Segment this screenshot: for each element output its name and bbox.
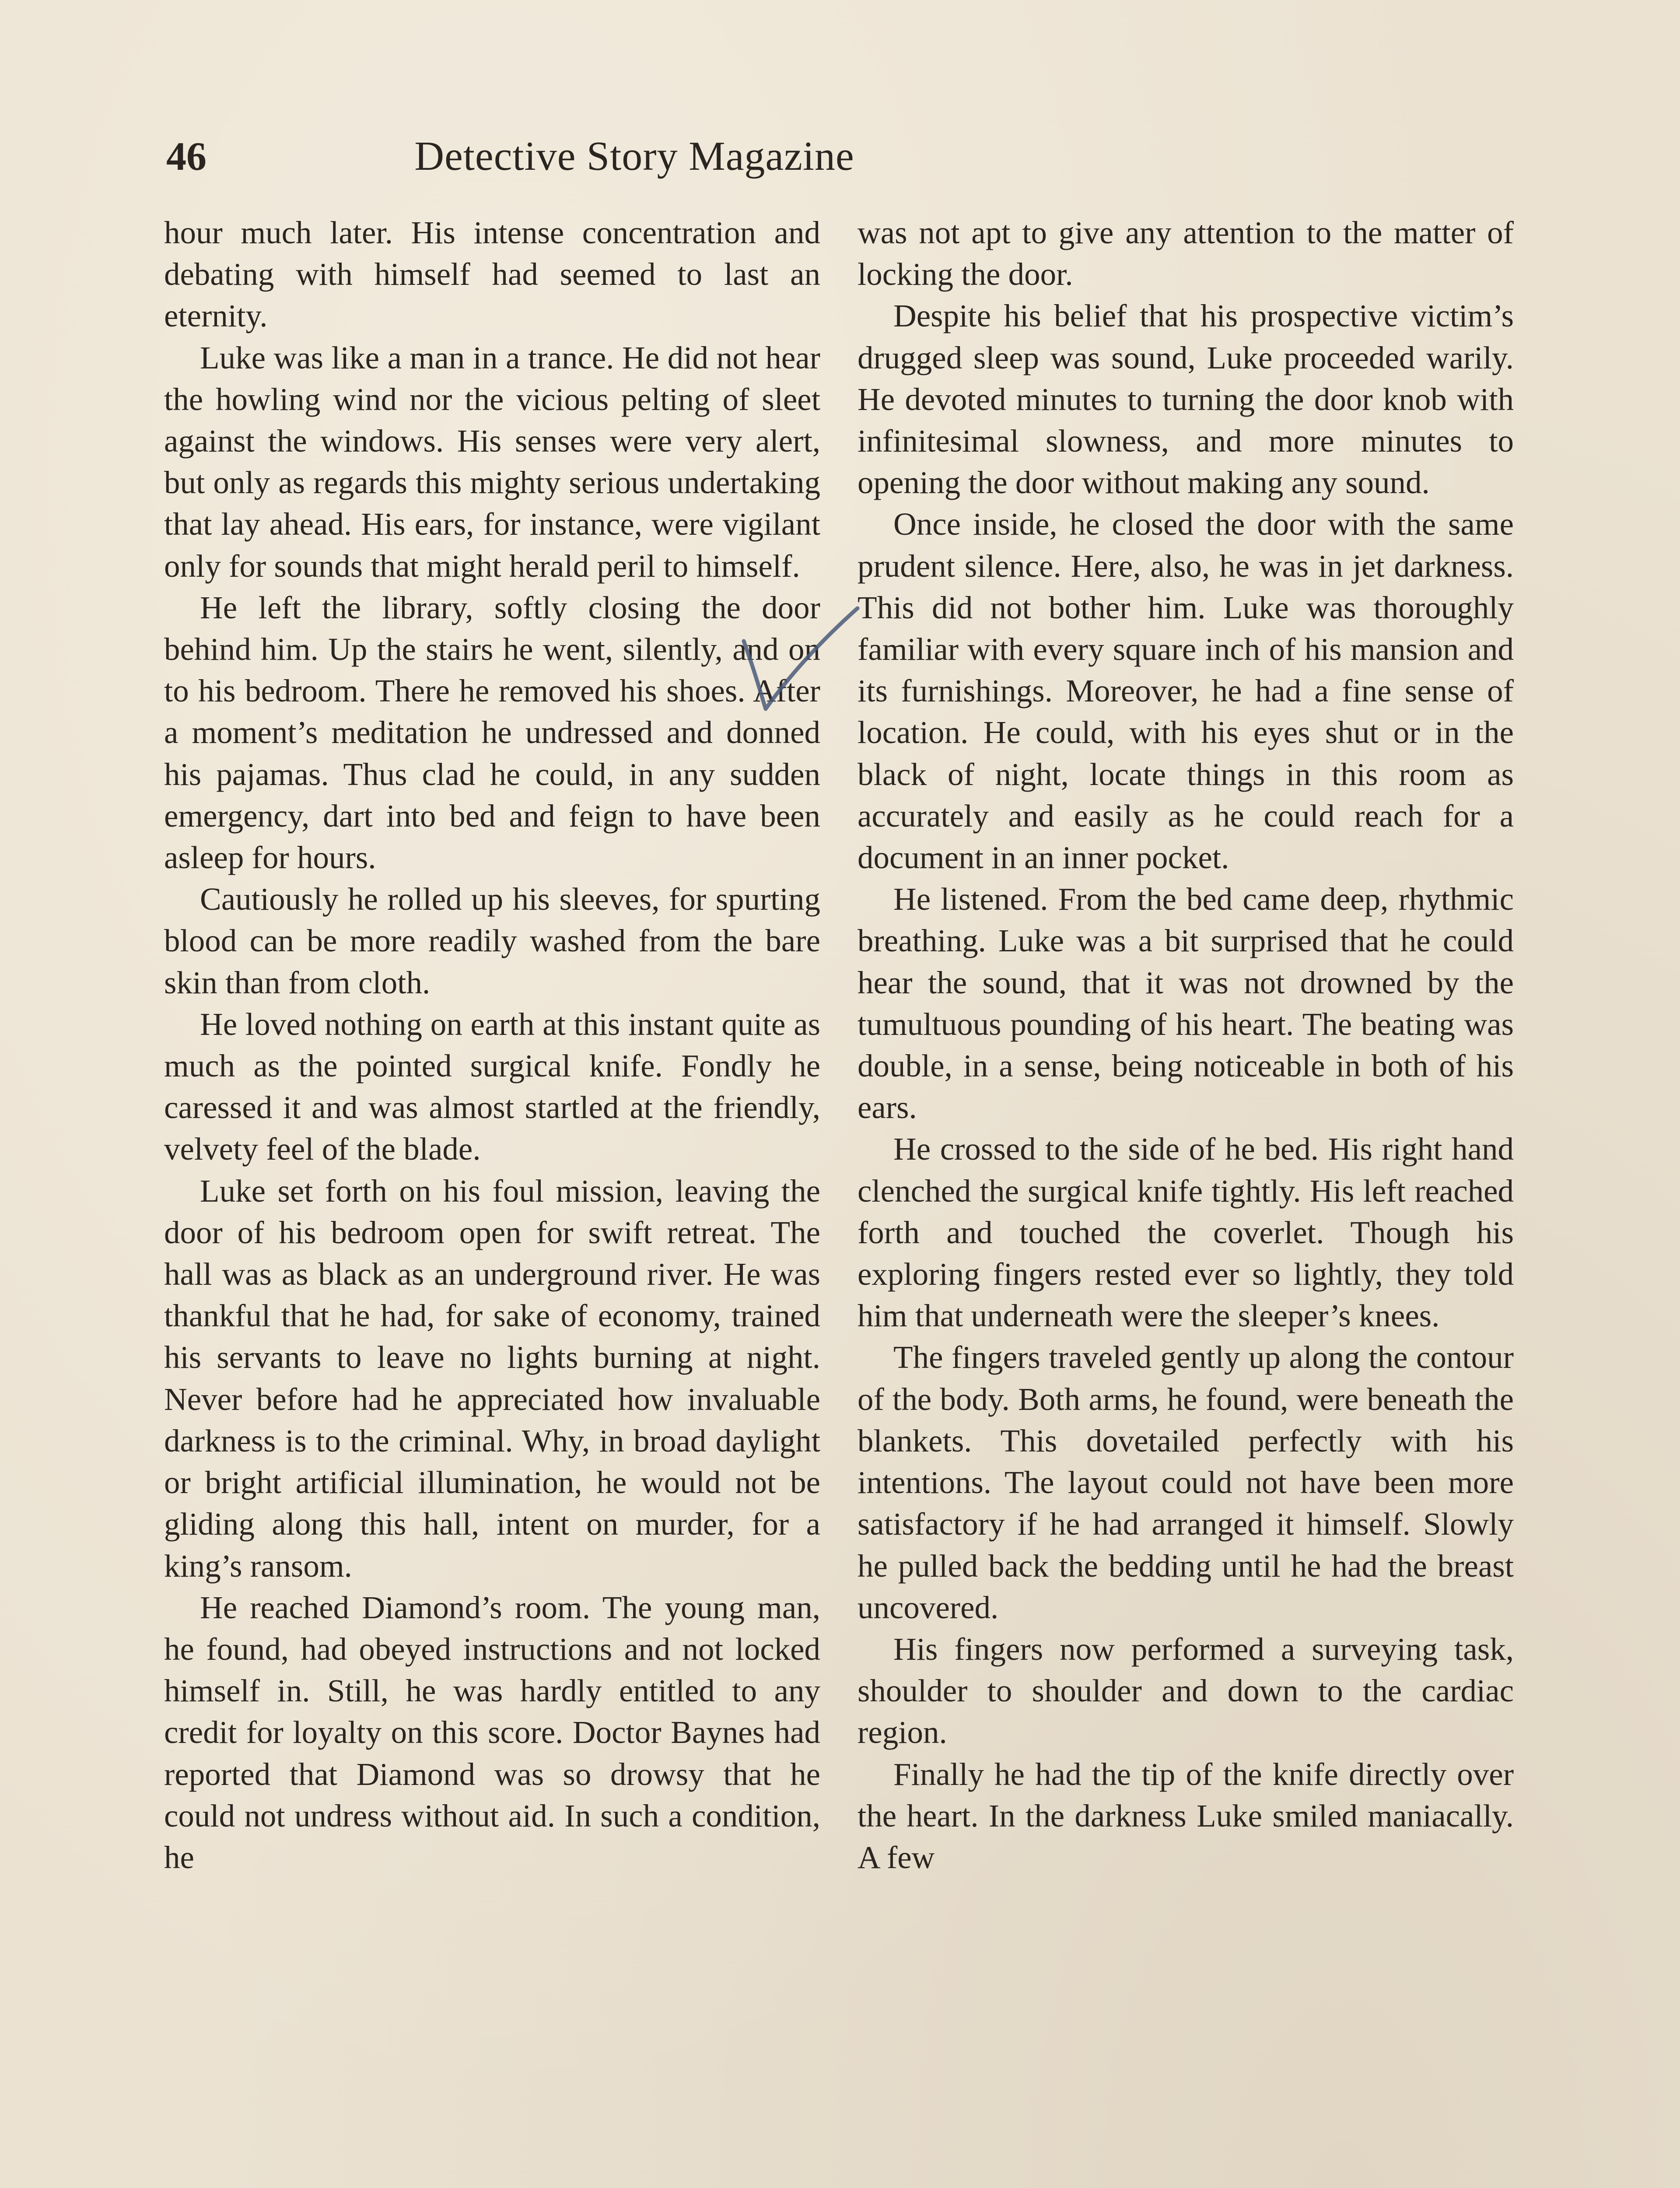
paragraph: Despite his belief that his prospective victim’s drugged sleep was sound, Luke proceeded warily. He devoted minutes to turning the door knob with infinitesimal slowness, and more minutes to opening the door without making any sound. [858,298,1514,501]
paragraph: He listened. From the bed came deep, rhythmic breathing. Luke was a bit surprised that he could hear the sound, that it was not drowned by the tumultuous pounding of his heart. The beating was double, in a sense, being noticeable in both of his ears. [858,881,1514,1126]
paragraph: He reached Diamond’s room. The young man, he found, had obeyed instructions and not locked himself in. Still, he was hardly entitled to any credit for loyalty on this score. Doctor Baynes had reported that Diamond was so drowsy that he could not undress without aid. In such a condition, he [164,1589,820,1875]
paragraph: He left the library, softly closing the door behind him. Up the stairs he went, silently, and on to his bedroom. There he removed his shoes. After a moment’s meditation he undressed and donned his pajamas. Thus clad he could, in any sudden emergency, dart into bed and feign to have been asleep for hours. [164,589,820,876]
paragraph: Once inside, he closed the door with the same prudent silence. Here, also, he was in jet darkness. This did not bother him. Luke was thoroughly familiar with every square inch of his mansion and its furnishings. Moreover, he had a fine sense of location. He could, with his eyes shut or in the black of night, locate things in this room as accurately and easily as he could reach for a document in an inner pocket. [858,506,1514,876]
magazine-title: Detective Story Magazine [414,133,854,179]
pencil-check-mark-icon [735,600,866,731]
paragraph: Luke set forth on his foul mission, leaving the door of his bedroom open for swift retreat. The hall was as black as an underground river. He was thankful that he had, for sake of economy, trained his servants to leave no lights burning at night. Never before had he appreciated how invaluable darkness is to the criminal. Why, in broad daylight or bright artificial illumination, he would not be gliding along this hall, intent on murder, for a king’s ransom. [164,1173,820,1584]
paragraph: His fingers now performed a surveying task, shoulder to shoulder and down to the cardiac region. [858,1631,1514,1750]
right-column [858,212,1514,1878]
paragraph: Luke was like a man in a trance. He did not hear the howling wind nor the vicious pelting of sleet against the windows. His senses were very alert, but only as regards this mighty serious undertaking that lay ahead. His ears, for instance, were vigilant only for sounds that might herald peril to himself. [164,340,820,584]
page-header [166,123,1102,189]
paragraph: was not apt to give any attention to the matter of locking the door. [858,215,1514,292]
paragraph: hour much later. His intense concentration and debating with himself had seemed to last an eternity. [164,215,820,334]
paragraph: He crossed to the side of he bed. His right hand clenched the surgical knife tightly. His left reached forth and touched the coverlet. Though his exploring fingers rested ever so lightly, they told him that underneath were the sleeper’s knees. [858,1131,1514,1334]
paragraph: Cautiously he rolled up his sleeves, for spurting blood can be more readily washed from the bare skin than from cloth. [164,881,820,1000]
paragraph: He loved nothing on earth at this instant quite as much as the pointed surgical knife. Fondly he caressed it and was almost startled at the friendly, velvety feel of the blade. [164,1006,820,1167]
paragraph: Finally he had the tip of the knife directly over the heart. In the darkness Luke smiled maniacally. A few [858,1756,1514,1875]
page-number: 46 [166,134,206,179]
left-column [164,212,820,1878]
paragraph: The fingers traveled gently up along the contour of the body. Both arms, he found, were beneath the blankets. This dovetailed perfectly with his intentions. The layout could not have been more satisfactory if he had arranged it himself. Slowly he pulled back the bedding until he had the breast uncovered. [858,1339,1514,1625]
